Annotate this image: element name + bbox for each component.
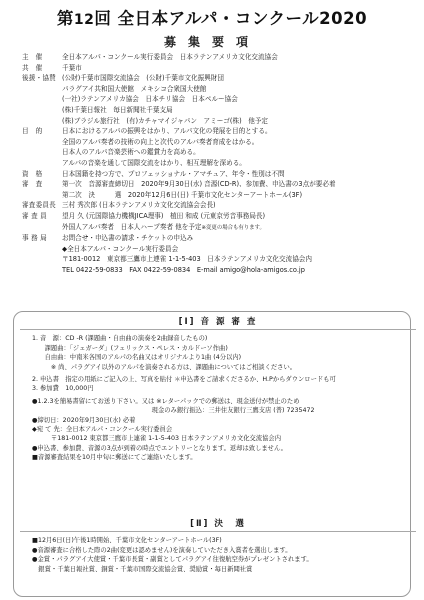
- info-label: [22, 94, 62, 105]
- section1-line: 2. 申込書 指定の用紙にご記入の上、写真を貼付 ＊申込書をご請求くださるか、H.Pからダウンロードも可: [32, 376, 336, 384]
- info-label: [22, 116, 62, 127]
- info-value-text: 全国のアルパ奏者の技術の向上と次代のアルパ奏者育成をはかる。: [62, 137, 259, 146]
- info-row: [22, 200, 418, 211]
- info-value: [62, 200, 418, 211]
- info-row: [22, 265, 418, 276]
- info-label: 共 催: [22, 63, 43, 72]
- info-label: [22, 254, 62, 265]
- info-row: [22, 147, 418, 158]
- info-label: 審 査 員: [22, 211, 47, 220]
- info-row: [22, 105, 418, 116]
- section2-line: ●金賞・パラグアイ大使賞・千葉市長賞・副賞としてパラグアイ往復航空券がプレゼントされます。: [32, 556, 313, 564]
- info-value-text: (株)ブラジル旅行社 (有)カチャマイジャパン アミーゴ(株) 他予定: [62, 116, 269, 125]
- info-label: 目 的: [22, 127, 43, 136]
- info-value: [62, 94, 418, 105]
- section1-line: ●申込書、参加費、音源の3点が到着の時点でエントリーとなります。返却は致しません。: [32, 444, 287, 452]
- info-label: [22, 265, 62, 276]
- info-value: [62, 254, 418, 265]
- info-value-text: 第一次 音源審査締切日 2020年9月30日(水) 音源(CD-R)、参加費、申込書の3点が要必着: [62, 180, 336, 189]
- info-row: [22, 158, 418, 169]
- info-value: [62, 233, 418, 244]
- info-label: [22, 244, 62, 255]
- info-label: 後援・協賛: [22, 74, 56, 83]
- section1-divider: [20, 329, 416, 330]
- info-row: [22, 169, 418, 180]
- info-label: [22, 147, 62, 158]
- section1-line: 1. 音 源：CD -R (課題曲・自由曲の演奏を2曲録音したもの): [32, 335, 208, 343]
- info-value-text: ◆全日本アルパ・コンクール実行委員会: [62, 244, 179, 253]
- info-label: 主 催: [22, 53, 43, 61]
- info-row: [22, 233, 418, 244]
- info-value-text: お問合せ・申込書の請求・チケットの申込み: [62, 234, 194, 243]
- info-label: [22, 137, 62, 148]
- info-value-text: 外国人アルパ奏者 日本人ハープ奏者 他を予定: [62, 222, 202, 231]
- info-value-text: (株)千葉日報社 毎日新聞社千葉支局: [62, 105, 173, 114]
- section2-body: [32, 536, 404, 574]
- info-label: 事 務 局: [22, 234, 47, 243]
- info-label: [22, 84, 62, 95]
- section1-line: 課題曲：「ジェガーダ」(フェリックス・ペレス・カルドーソ作曲): [32, 344, 228, 352]
- info-value-text: 第二次 決 選 2020年12月6日(日) 千葉市文化センターアートホール(3F): [62, 190, 303, 199]
- info-value-text: TEL 0422-59-0833 FAX 0422-59-0834 E-mail amigo@hola-amigos.co.jp: [62, 265, 305, 274]
- info-note: ※変更の場合も有ります。: [201, 224, 265, 231]
- info-value: [62, 244, 418, 255]
- info-label: [22, 222, 62, 234]
- section1-line: 現金のみ銀行振込：三井住友銀行三鷹支店 (普) 7235472: [32, 407, 315, 415]
- info-value: [62, 265, 418, 276]
- section1-heading: [Ⅰ] 音 源 審 査: [178, 317, 258, 327]
- info-value: [62, 126, 418, 137]
- section1-line: ●1.2.3を簡易書留にてお送り下さい。又は ※レターパックでの郵送は、現金送付が禁止のため: [32, 397, 300, 405]
- page-title: [0, 5, 424, 29]
- info-value-text: 日本国籍を持つ方で、プロフェッショナル・アマチュア、年令・性別は不問: [62, 169, 285, 178]
- info-row: [22, 137, 418, 148]
- info-row: [22, 244, 418, 255]
- info-row: [22, 84, 418, 95]
- info-row: [22, 211, 418, 222]
- info-row: [22, 179, 418, 190]
- info-row: [22, 63, 418, 74]
- info-value-text: アルパの音楽を通して国際交流をはかり、相互理解を深める。: [62, 158, 246, 167]
- section2-line: 銀賞・千葉日報社賞、銅賞・千葉市国際交流協会賞、奨励賞・毎日新聞社賞: [32, 565, 253, 573]
- info-value: [62, 63, 418, 74]
- section1-line: 3. 参加費 10,000円: [32, 385, 94, 393]
- info-value-text: 〒181-0012 東京都三鷹市上連雀 1-1-5-403 日本ラテンアメリカ文化交流協会内: [62, 255, 312, 264]
- section2-line: ●音源審査に合格した際の2曲(変更は認めません)を演奏していただき入賞者を選出します。: [32, 546, 292, 554]
- info-value-text: 日本におけるアルパの振興をはかり、アルパ文化の発展を目的とする。: [62, 127, 272, 136]
- section1-line: ※ 尚、パラグアイ以外のアルパを演奏される方は、課題曲についてはご相談ください。: [32, 363, 297, 371]
- info-value: [62, 222, 418, 234]
- section1-line: 〒181-0012 東京都三鷹市上連雀 1-1-5-403 日本ラテンアメリカ文化交流協会内: [32, 435, 282, 443]
- info-row: [22, 254, 418, 265]
- info-label: [22, 190, 62, 201]
- info-value: [62, 105, 418, 116]
- section2-divider: [20, 531, 416, 532]
- info-row: [22, 73, 418, 84]
- info-value: [62, 158, 418, 169]
- info-value-text: 日本人のアルパ音楽芸術への鑑賞力を高める。: [62, 148, 200, 157]
- info-value: [62, 169, 418, 180]
- section1-body: [32, 334, 404, 462]
- page-subtitle: 募集要項: [163, 35, 260, 49]
- info-section: [22, 52, 418, 275]
- info-label: [22, 105, 62, 116]
- info-value-text: パラグアイ共和国大使館 メキシコ合衆国大使館: [62, 84, 207, 93]
- info-value: [62, 84, 418, 95]
- info-label: 審査委員長: [22, 201, 56, 210]
- info-value: [62, 137, 418, 148]
- info-value: [62, 116, 418, 127]
- info-row: [22, 116, 418, 127]
- info-label: 資 格: [22, 169, 43, 178]
- info-value-text: 千葉市: [62, 63, 82, 72]
- info-row: [22, 126, 418, 137]
- info-row: [22, 52, 418, 63]
- title-main: 回 全日本アルパ・コンクール2020: [94, 9, 368, 28]
- section1-line: ●締切日：2020年9月30日(水) 必着: [32, 416, 136, 424]
- info-label: [22, 158, 62, 169]
- info-value: [62, 73, 418, 84]
- info-value: [62, 190, 418, 201]
- section1-line: 自由曲：中南米各国のアルパの名曲又はオリジナルより1曲 (4分以内): [32, 354, 242, 362]
- info-value-text: 全日本アルパ・コンクール実行委員会 日本ラテンアメリカ文化交流協会: [62, 53, 278, 61]
- info-value-text: 三村 秀次郎 (日本ラテンアメリカ文化交流協会会長): [62, 201, 216, 210]
- section1-line: ■音源審査結果を10月中旬に郵送にてご連絡いたします。: [32, 454, 197, 462]
- info-label: 審 査: [22, 180, 43, 189]
- title-prefix: 第: [56, 9, 74, 28]
- application-box: [13, 311, 411, 597]
- info-value: [62, 179, 418, 190]
- info-value-text: 望月 久 (元国際協力機構JICA理事) 植田 和成 (元東京労音事務局長): [62, 211, 266, 220]
- info-value: [62, 52, 418, 63]
- info-value-text: (公財)千葉市国際交流協会 (公財)千葉市文化振興財団: [62, 74, 224, 83]
- info-value-text: (一社)ラテンアメリカ協会 日本チリ協会 日本ペルー協会: [62, 95, 238, 104]
- info-row: [22, 94, 418, 105]
- info-value: [62, 147, 418, 158]
- section2-line: ■12月6日(日)午後1時開始、千葉市文化センターアートホール(3F): [32, 537, 222, 545]
- info-value: [62, 211, 418, 222]
- info-row: [22, 190, 418, 201]
- title-number: 12: [73, 12, 95, 28]
- info-row: [22, 222, 418, 234]
- section1-line: ◆宛 て 先：全日本アルパ・コンクール実行委員会: [32, 426, 173, 434]
- section2-heading: [Ⅱ] 決 選: [190, 519, 246, 529]
